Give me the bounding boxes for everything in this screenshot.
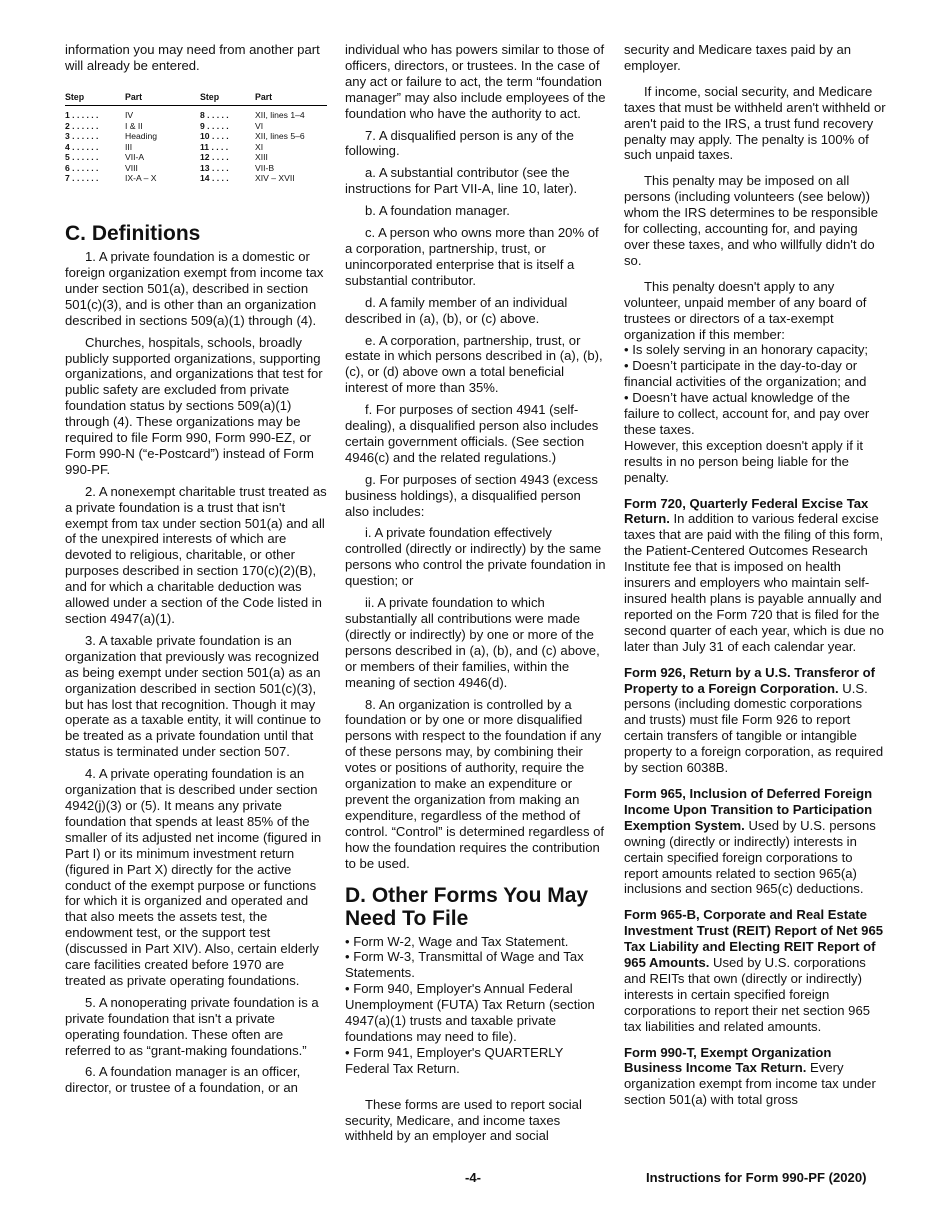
form-title: Form 965-B, Corporate and Real Estate Investment Trust (REIT) Report of Net 965 Tax Liability and Electing REIT Report of 965 Amounts. <box>624 907 884 971</box>
header-part: Part <box>255 92 327 106</box>
paragraph: b. A foundation manager. <box>365 203 510 219</box>
column-1 <box>65 42 327 1102</box>
form-title: Form 926, Return by a U.S. Transferor of Property to a Foreign Corporation. <box>624 664 876 696</box>
header-step: Step <box>200 92 255 106</box>
paragraph: 5. A nonoperating private foundation is a private foundation that isn't a private operating foundation. These often are referred to as “grant-making foundations.” <box>65 994 319 1058</box>
form-entry <box>624 496 886 655</box>
page-number: -4- <box>465 1170 482 1185</box>
column-2 <box>345 42 607 1150</box>
paragraph: f. For purposes of section 4941 (self-dealing), a disqualified person also includes certain government officials. (See section 4946(c) and the related regulations.) <box>345 402 599 465</box>
paragraph: c. A person who owns more than 20% of a corporation, partnership, trust, or unincorporated enterprise that is itself a substantial contributor. <box>345 225 599 288</box>
paragraph: e. A corporation, partnership, trust, or estate in which persons described in (a), (b), (c), or (d) above own a total beneficial interest of more than 35%. <box>345 332 603 396</box>
table-row: 3 . . . . . . Heading 10 . . . . XII, lines 5–6 <box>65 131 305 142</box>
table-row: 7 . . . . . . IX-A – X 14 . . . . XIV – XVII <box>65 173 295 184</box>
bullet-item: • Form W-3, Transmittal of Wage and Tax Statements. <box>345 949 607 981</box>
paragraph: This penalty doesn't apply to any volunteer, unpaid member of any board of trustees or directors of a tax-exempt organization if this member: <box>624 278 867 342</box>
paragraph: individual who has powers similar to those of officers, directors, or trustees. In the case of any act or failure to act, the term “foundation manager” may also include employees of the foundation who have the authority to act. <box>345 42 606 121</box>
paragraph: 2. A nonexempt charitable trust treated as a private foundation is a trust that isn't exempt from tax under section 501(a) and all of the unexpired interests of which are devoted to religious, charitable, or other purposes described in section 170(c)(2)(B), and for which a charitable deduction was allowed under a section of the Code listed in section 4947(a)(1). <box>65 483 327 626</box>
table-row: 5 . . . . . . VII-A 12 . . . . XIII <box>65 152 268 163</box>
form-text: Used by U.S. persons owning (directly or indirectly) interests in certain specified foreign corporations to report amounts related to section 965(a) inclusions and section 965(c) deductions. <box>624 817 876 897</box>
bullet-item: • Is solely serving in an honorary capacity; <box>624 342 886 358</box>
paragraph: Churches, hospitals, schools, broadly publicly supported organizations, supporting organizations, and organizations that test for public safety are excluded from private foundation status by sections 509(a)(1) through (4). These organizations may be required to file Form 990, Form 990-EZ, or Form 990-N (“e-Postcard”) instead of Form 990-PF. <box>65 334 323 477</box>
header-part: Part <box>125 92 200 106</box>
column-3 <box>624 42 886 1114</box>
paragraph: a. A substantial contributor (see the instructions for Part VII-A, line 10, later). <box>345 165 578 197</box>
form-text: In addition to various federal excise taxes that are paid with the filing of this form, the Patient-Centered Outcomes Research Institute fee that is imposed on health insurers and employers who maintain self-insured health plans is payable annually and reported on the Form 720 that is filed for the second quarter of each year, which is due no later than July 31 of each calendar year. <box>624 511 884 654</box>
form-text: Every organization exempt from income tax under section 501(a) with total gross <box>624 1060 876 1108</box>
paragraph: These forms are used to report social security, Medicare, and income taxes withheld by an employer and social <box>345 1096 582 1144</box>
paragraph: If income, social security, and Medicare taxes that must be withheld aren't withheld or aren't paid to the IRS, a trust fund recovery penalty may apply. The penalty is 100% of such unpaid taxes. <box>624 83 886 163</box>
paragraph: 6. A foundation manager is an officer, director, or trustee of a foundation, or an <box>65 1064 301 1096</box>
bullet-item: • Form W-2, Wage and Tax Statement. <box>345 934 607 950</box>
form-text: Used by U.S. corporations and REITs that own (directly or indirectly) interests in certain specified foreign corporations to report their net section 965 tax liabilities and related amounts. <box>624 955 871 1034</box>
bullet-item: • Doesn’t have actual knowledge of the failure to collect, account for, and pay over these taxes. <box>624 390 886 438</box>
paragraph: However, this exception doesn't apply if it results in no person being liable for the penalty. <box>624 437 864 485</box>
form-title: Form 990-T, Exempt Organization Business Income Tax Return. <box>624 1044 832 1076</box>
paragraph: This penalty may be imposed on all persons (including volunteers (see below)) whom the IRS determines to be responsible for collecting, accounting for, and paying over these taxes, and who willfully didn't do so. <box>624 173 879 268</box>
table-row: 6 . . . . . . VIII 13 . . . . VII-B <box>65 162 275 173</box>
form-entry <box>624 907 886 1034</box>
table-row: 1 . . . . . . IV 8 . . . . . XII, lines 1–4 <box>65 109 305 120</box>
document-title: Instructions for Form 990-PF (2020) <box>646 1170 867 1185</box>
bullet-item: • Form 940, Employer's Annual Federal Unemployment (FUTA) Tax Return (section 4947(a)(1) trusts and taxable private foundations may need to file). <box>345 981 607 1045</box>
paragraph: 4. A private operating foundation is an organization that is described under section 4942(j)(3) or (5). It means any private foundation that spends at least 85% of the smaller of its adjusted net income (figured in Part I) or its minimum investment return (figured in Part X) directly for the active conduct of the exempt purpose or functions for which it is organized and operated and that also meets the assets test, the endowment test, or the support test (discussed in Part XIV). Also, certain elderly care facilities created before 1970 are treated as private operating foundations. <box>65 766 322 988</box>
paragraph: security and Medicare taxes paid by an employer. <box>624 42 852 73</box>
form-text: U.S. persons (including domestic corporations and trusts) must file Form 926 to report certain transfers of tangible or intangible property to a foreign corporation, as required by section 6038B. <box>624 680 884 776</box>
paragraph: 1. A private foundation is a domestic or foreign organization exempt from income tax under section 501(a), described in section 501(c)(3), and is other than an organization described in sections 509(a)(1) through (4). <box>65 249 324 328</box>
paragraph: 3. A taxable private foundation is an organization that previously was recognized as being exempt under section 501(a) as an organization described in section 501(c)(3), but has lost that recognition. Though it may operate as a taxable entity, it will continue to be treated as a private foundation until that status is terminated under section 507. <box>65 632 321 760</box>
paragraph: d. A family member of an individual described in (a), (b), or (c) above. <box>345 294 568 326</box>
paragraph: ii. A private foundation to which substantially all contributions were made (directly or indirectly) by one or more of the persons described in (a), (b), and (c) above, or members of their families, within the meaning of section 4946(d). <box>345 595 600 690</box>
paragraph: g. For purposes of section 4943 (excess business holdings), a disqualified person also includes: <box>345 471 598 519</box>
paragraph: i. A private foundation effectively controlled (directly or indirectly) by the same persons who control the private foundation in question; or <box>345 525 606 589</box>
form-entry <box>624 1045 886 1109</box>
form-entry <box>624 665 886 776</box>
step-table <box>65 92 327 184</box>
form-title: Form 965, Inclusion of Deferred Foreign Income Upon Transition to Participation Exemption System. <box>624 785 873 833</box>
header-step: Step <box>65 92 125 106</box>
table-row: 2 . . . . . . I & II 9 . . . . . VI <box>65 120 264 131</box>
table-row: 4 . . . . . . III 11 . . . . XI <box>65 141 264 152</box>
form-entry <box>624 786 886 897</box>
bullet-item: • Doesn’t participate in the day-to-day or financial activities of the organization; and <box>624 358 886 390</box>
form-title: Form 720, Quarterly Federal Excise Tax Return. <box>624 495 869 527</box>
section-heading-definitions: C. Definitions <box>65 222 201 246</box>
bullet-item: • Form 941, Employer's QUARTERLY Federal Tax Return. <box>345 1045 607 1077</box>
intro-text: information you may need from another part will already be entered. <box>65 42 320 73</box>
paragraph: 7. A disqualified person is any of the following. <box>345 127 574 159</box>
table-header-row <box>65 92 327 106</box>
section-heading-other-forms: D. Other Forms You May Need To File <box>345 883 589 930</box>
paragraph: 8. An organization is controlled by a foundation or by one or more disqualified persons with respect to the foundation if any of these persons may, by combining their votes or positions of authority, require the organization to make an expenditure or prevent the organization from making an expenditure, regardless of the method of control. “Control” is determined regardless of how the foundation requires the contribution to be used. <box>345 696 605 871</box>
